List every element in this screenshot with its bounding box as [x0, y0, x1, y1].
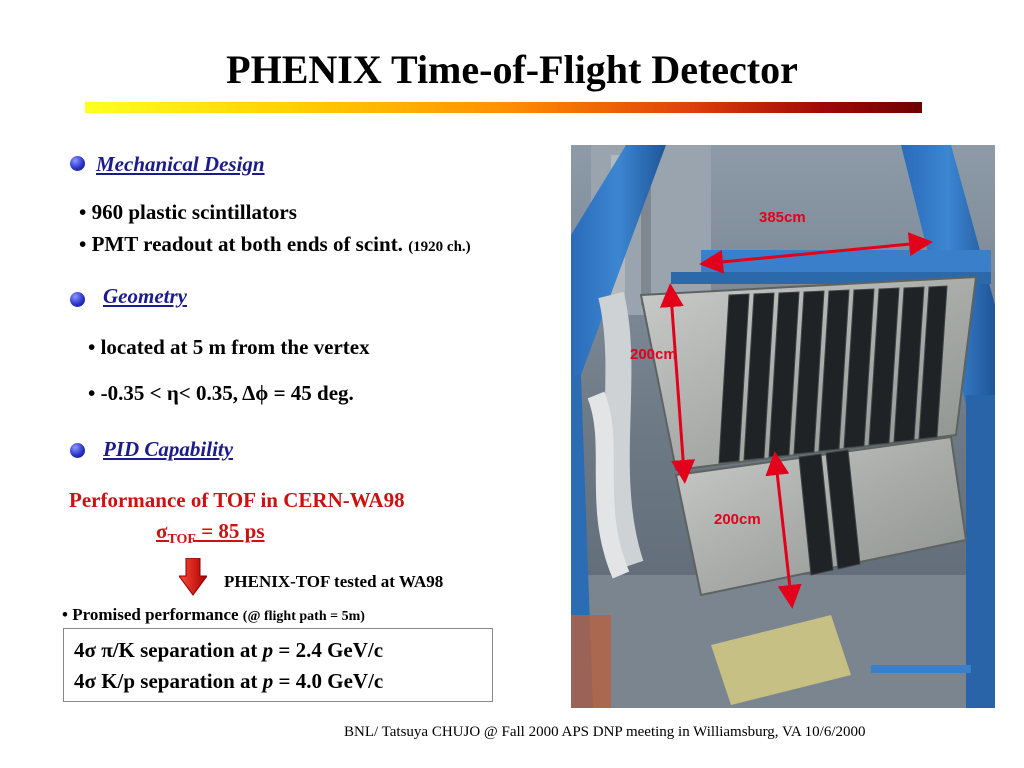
pi-k-separation-line	[74, 638, 383, 663]
sigma-subscript: TOF	[167, 532, 196, 548]
eta-symbol: η	[166, 381, 179, 405]
pmt-readout-text: • PMT readout at both ends of scint.	[79, 232, 403, 256]
sep1-text: /K separation at	[112, 638, 263, 662]
momentum-symbol: p	[262, 669, 274, 693]
performance-wa98-title: Performance of TOF in CERN-WA98	[69, 488, 405, 512]
height-bottom-dimension-label: 200cm	[714, 511, 761, 528]
section-heading-pid: PID Capability	[103, 437, 234, 461]
sigma-tof-value	[156, 519, 265, 548]
width-dimension-label: 385cm	[759, 209, 806, 226]
mechanical-line-scintillators: • 960 plastic scintillators	[79, 200, 297, 224]
geometry-line-vertex: • located at 5 m from the vertex	[88, 335, 370, 359]
bullet-dot-icon	[70, 443, 85, 458]
sigma-value-text: = 85 ps	[195, 519, 265, 543]
delta-symbol: Δ	[242, 381, 256, 405]
pi-symbol: π	[101, 638, 113, 662]
tof-detector-photo	[571, 145, 995, 708]
down-arrow-icon	[179, 558, 207, 596]
page-title: PHENIX Time-of-Flight Detector	[226, 47, 798, 92]
tested-at-wa98-note: PHENIX-TOF tested at WA98	[224, 572, 444, 591]
height-bottom-dimension-arrow	[776, 463, 791, 597]
acceptance-mid: < 0.35,	[178, 381, 243, 405]
height-top-dimension-arrow	[671, 295, 684, 472]
bullet-dot-icon	[70, 292, 85, 307]
section-heading-geometry: Geometry	[103, 284, 187, 308]
momentum-symbol: p	[262, 638, 274, 662]
sep2-value: = 4.0 GeV/c	[273, 669, 384, 693]
mechanical-line-pmt	[79, 232, 471, 257]
phi-symbol: ϕ	[255, 381, 269, 405]
width-dimension-arrow	[711, 243, 921, 263]
sep2-text: K/p separation at	[101, 669, 263, 693]
k-p-separation-line	[74, 669, 383, 694]
bullet-dot-icon	[70, 156, 85, 171]
promised-note: (@ flight path = 5m)	[242, 609, 365, 624]
promised-label: • Promised performance	[62, 605, 239, 624]
geometry-line-acceptance	[88, 381, 354, 406]
sigma-symbol: σ	[156, 519, 168, 543]
channel-count-note: (1920 ch.)	[408, 239, 471, 255]
sep1-value: = 2.4 GeV/c	[273, 638, 384, 662]
footer-citation: BNL/ Tatsuya CHUJO @ Fall 2000 APS DNP meeting in Williamsburg, VA 10/6/2000	[344, 724, 866, 740]
title-underline-bar	[85, 102, 922, 113]
promised-performance-line	[62, 605, 365, 625]
sep2-prefix: 4σ	[74, 669, 102, 693]
acceptance-prefix: • -0.35 <	[88, 381, 167, 405]
separation-box	[63, 628, 493, 702]
sep1-prefix: 4σ	[74, 638, 102, 662]
height-top-dimension-label: 200cm	[630, 346, 677, 363]
dimension-arrows	[571, 145, 995, 708]
acceptance-suffix: = 45 deg.	[268, 381, 354, 405]
section-heading-mechanical: Mechanical Design	[96, 152, 265, 176]
